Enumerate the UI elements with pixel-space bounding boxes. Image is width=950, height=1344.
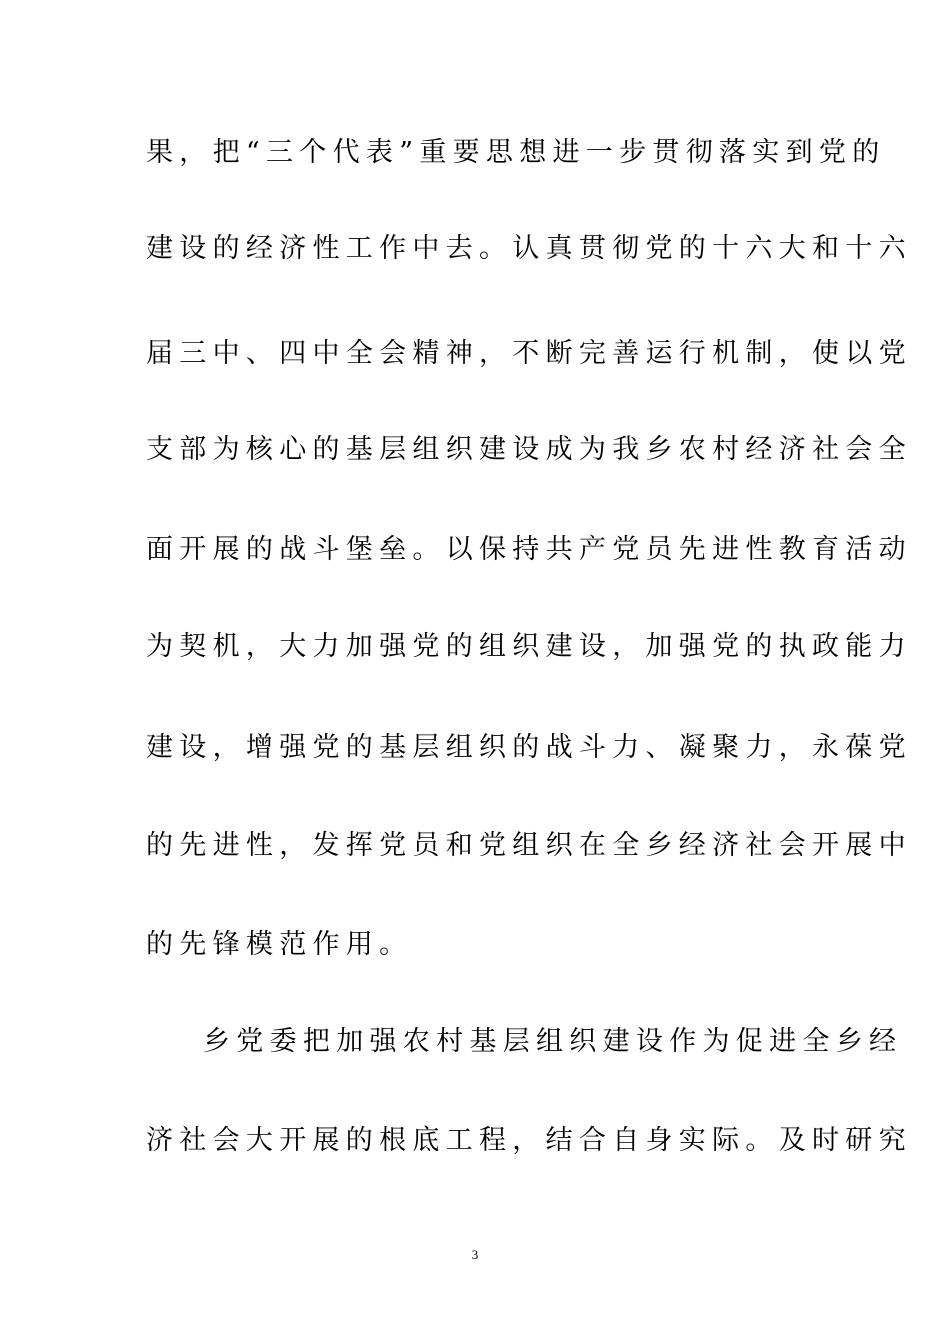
text-line-2: 建设的经济性工作中去。认真贯彻党的十六大和十六: [146, 233, 912, 264]
text-line-7: 建设，增强党的基层组织的战斗力、凝聚力，永葆党: [146, 732, 912, 763]
text-line-5: 面开展的战斗堡垒。以保持共产党员先进性教育活动: [146, 534, 912, 565]
text-line-4: 支部为核心的基层组织建设成为我乡农村经济社会全: [146, 434, 912, 465]
text-line-10: 乡党委把加强农村基层组织建设作为促进全乡经: [203, 1026, 903, 1057]
text-line-9: 的先锋模范作用。: [146, 929, 413, 960]
text-line-3: 届三中、四中全会精神，不断完善运行机制，使以党: [146, 338, 912, 369]
page-number: 3: [471, 1247, 479, 1262]
text-line-1: 果，把“三个代表”重要思想进一步贯彻落实到党的: [146, 137, 886, 168]
text-line-8: 的先进性，发挥党员和党组织在全乡经济社会开展中: [146, 830, 912, 861]
text-line-11: 济社会大开展的根底工程，结合自身实际。及时研究: [146, 1125, 912, 1156]
text-line-6: 为契机，大力加强党的组织建设，加强党的执政能力: [146, 631, 912, 662]
